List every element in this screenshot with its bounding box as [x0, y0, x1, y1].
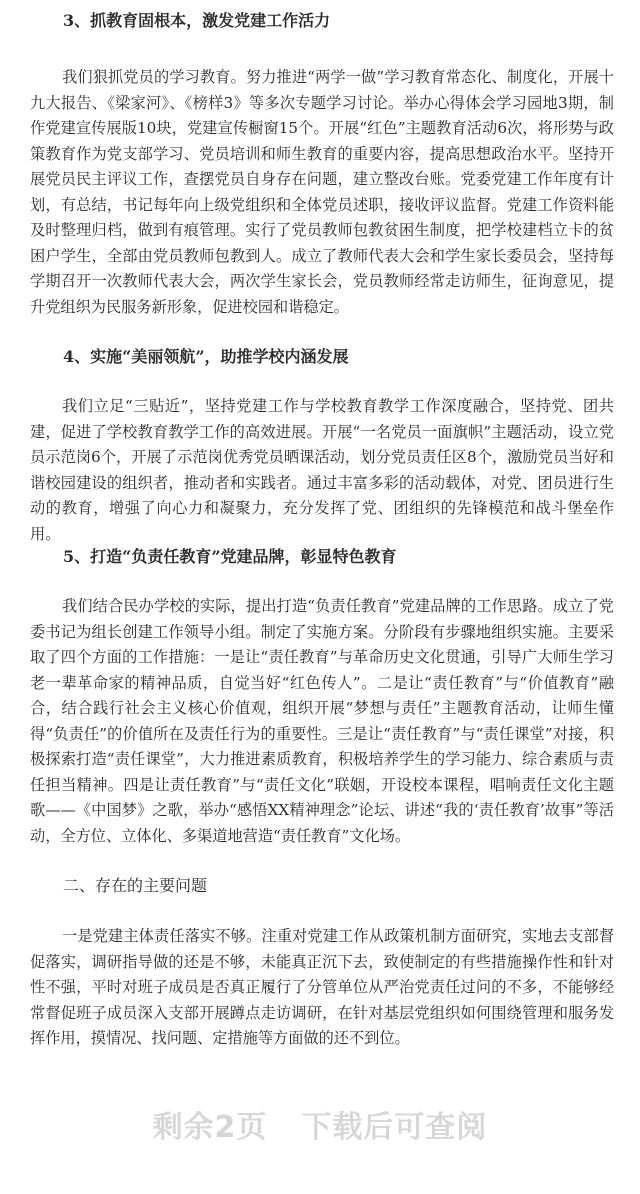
section-4-heading: 4、实施“美丽领航”，助推学校内涵发展 — [63, 347, 349, 366]
download-prompt[interactable] — [0, 1108, 640, 1148]
section-4-paragraph: 我们立足“三贴近”，坚持党建工作与学校教育教学工作深度融合，坚持党、团共建，促进了学校教育教学工作的高效进展。开展“一名党员一面旗帜”主题活动，设立党员示范岗6个，开展了示范岗优秀党员晒课活动，划分党员责任区8个，激励党员当好和谐校园建设的组织者，推动者和实践者。通过丰富多彩的活动载体，对党、团员进行生动的教育，增强了向心力和凝聚力，充分发挥了党、团组织的先锋模范和战斗堡垒作用。 — [30, 397, 614, 543]
problems-heading: 二、存在的主要问题 — [63, 876, 208, 895]
problems-paragraph: 一是党建主体责任落实不够。注重对党建工作从政策机制方面研究，实地去支部督促落实，调研指导做的还是不够，未能真正沉下去，致使制定的有些措施操作性和针对性不强，平时对班子成员是否真正履行了分管单位从严治党责任过问的不多，不能够经常督促班子成员深入支部开展蹲点走访调研，在针对基层党组织如何围绕管理和服务发挥作用，摸情况、找问题、定措施等方面做的还不到位。 — [30, 927, 614, 1047]
download-to-view-text: 下载后可查阅 — [301, 1110, 488, 1145]
section-3-heading: 3、抓教育固根本，激发党建工作活力 — [63, 11, 331, 30]
section-5-heading: 5、打造“负责任教育”党建品牌，彰显特色教育 — [63, 547, 397, 566]
section-3-paragraph: 我们狠抓党员的学习教育。努力推进“两学一做”学习教育常态化、制度化，开展十九大报告、《梁家河》、《榜样3》等多次专题学习讨论。举办心得体会学习园地3期，制作党建宣传展版10块，党建宣传橱窗15个。开展“红色”主题教育活动6次，将形势与政策教育作为党支部学习、党员培训和师生教育的重要内容，提高思想政治水平。坚持开展党员民主评议工作，查摆党员自身存在问题，建立整改台账。党委党建工作年度有计划，有总结，书记每年向上级党组织和全体党员述职，接收评议监督。党建工作资料能及时整理归档，做到有痕管理。实行了党员教师包教贫困生制度，把学校建档立卡的贫困户学生，全部由党员教师包教到人。成立了教师代表大会和学生家长委员会，坚持每学期召开一次教师代表大会，两次学生家长会，党员教师经常走访师生，征询意见，提升党组织为民服务新形象，促进校园和谐稳定。 — [30, 68, 614, 316]
section-5-paragraph: 我们结合民办学校的实际，提出打造“负责任教育”党建品牌的工作思路。成立了党委书记为组长创建工作领导小组。制定了实施方案。分阶段有步骤地组织实施。主要采取了四个方面的工作措施：一是让“责任教育”与革命历史文化贯通，引导广大师生学习老一辈革命家的精神品质，自觉当好“红色传人”。二是让“责任教育”与“价值教育”融合，结合践行社会主义核心价值观，组织开展“梦想与责任”主题教育活动，让师生懂得“负责任”的价值所在及责任行为的重要性。三是让“责任教育”与“责任课堂”对接，积极探索打造“责任课堂”，大力推进素质教育，积极培养学生的学习能力、综合素质与责任担当精神。四是让责任教育”与“责任文化”联姻，开设校本课程，唱响责任文化主题歌——《中国梦》之歌，举办“感悟XX精神理念”论坛、讲述“我的‘责任教育’故事”等活动，全方位、立体化、多渠道地营造“责任教育”文化场。 — [30, 597, 614, 845]
remaining-pages-text: 剩余2页 — [152, 1110, 268, 1145]
